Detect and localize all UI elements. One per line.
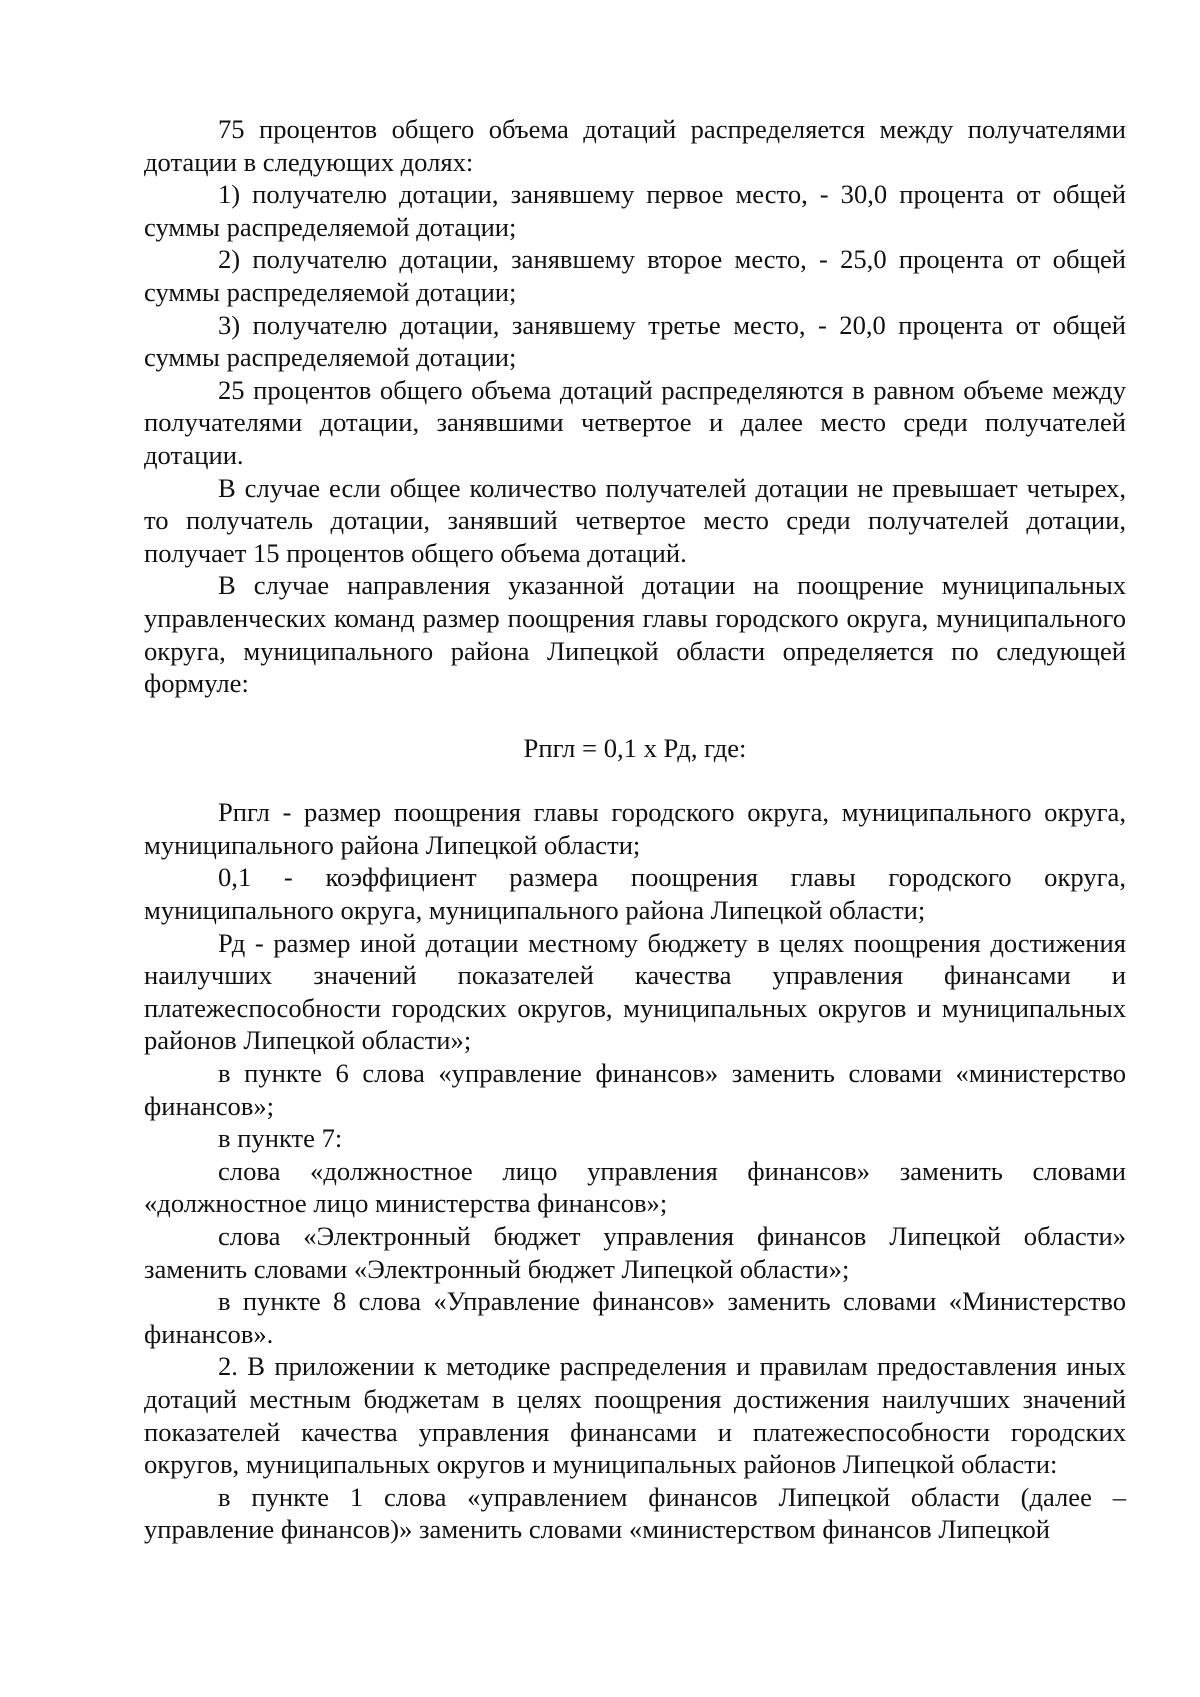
paragraph: в пункте 8 слова «Управление финансов» заменить словами «Министерство финансов». — [144, 1286, 1126, 1349]
paragraph: 25 процентов общего объема дотаций распределяются в равном объеме между получателями дотации, занявшими четвертое и далее место среди получателей дотации. — [144, 374, 1126, 470]
paragraph: 1) получателю дотации, занявшему первое место, - 30,0 процента от общей суммы распределяемой дотации; — [144, 179, 1126, 242]
document-body — [144, 113, 1126, 1546]
paragraph: В случае направления указанной дотации на поощрение муниципальных управленческих команд размер поощрения главы городского округа, муниципального округа, муниципального района Липецкой области определяется по следующей формуле: — [144, 570, 1126, 699]
paragraph: слова «должностное лицо управления финансов» заменить словами «должностное лицо министерства финансов»; — [144, 1155, 1126, 1219]
paragraph: в пункте 7: — [218, 1123, 343, 1154]
paragraph: 2) получателю дотации, занявшему второе место, - 25,0 процента от общей суммы распределяемой дотации; — [144, 244, 1126, 307]
paragraph: Рпгл - размер поощрения главы городского округа, муниципального округа, муниципального района Липецкой области; — [144, 797, 1126, 860]
formula: Рпгл = 0,1 х Рд, где: — [523, 732, 747, 763]
paragraph: 3) получателю дотации, занявшему третье место, - 20,0 процента от общей суммы распределяемой дотации; — [144, 309, 1126, 373]
paragraph: слова «Электронный бюджет управления финансов Липецкой области» заменить словами «Электронный бюджет Липецкой области»; — [144, 1221, 1126, 1284]
paragraph: 0,1 - коэффициент размера поощрения главы городского округа, муниципального округа, муниципального района Липецкой области; — [144, 862, 1126, 926]
paragraph: 75 процентов общего объема дотаций распределяется между получателями дотации в следующих долях: — [144, 114, 1126, 177]
paragraph: Рд - размер иной дотации местному бюджету в целях поощрения достижения наилучших значений показателей качества управления финансами и платежеспособности городских округов, муниципальных округов и муниципальных районов Липецкой области»; — [144, 927, 1126, 1056]
paragraph: в пункте 1 слова «управлением финансов Липецкой области (далее – управление финансов)» заменить словами «министерством финансов Липецкой — [144, 1481, 1126, 1545]
paragraph: В случае если общее количество получателей дотации не превышает четырех, то получатель дотации, занявший четвертое место среди получателей дотации, получает 15 процентов общего объема дотаций. — [144, 472, 1126, 568]
paragraph: 2. В приложении к методике распределения и правилам предоставления иных дотаций местным бюджетам в целях поощрения достижения наилучших значений показателей качества управления финансами и платежеспособности городских округов, муниципальных округов и муниципальных районов Липецкой области: — [144, 1351, 1126, 1480]
paragraph: в пункте 6 слова «управление финансов» заменить словами «министерство финансов»; — [144, 1058, 1126, 1121]
